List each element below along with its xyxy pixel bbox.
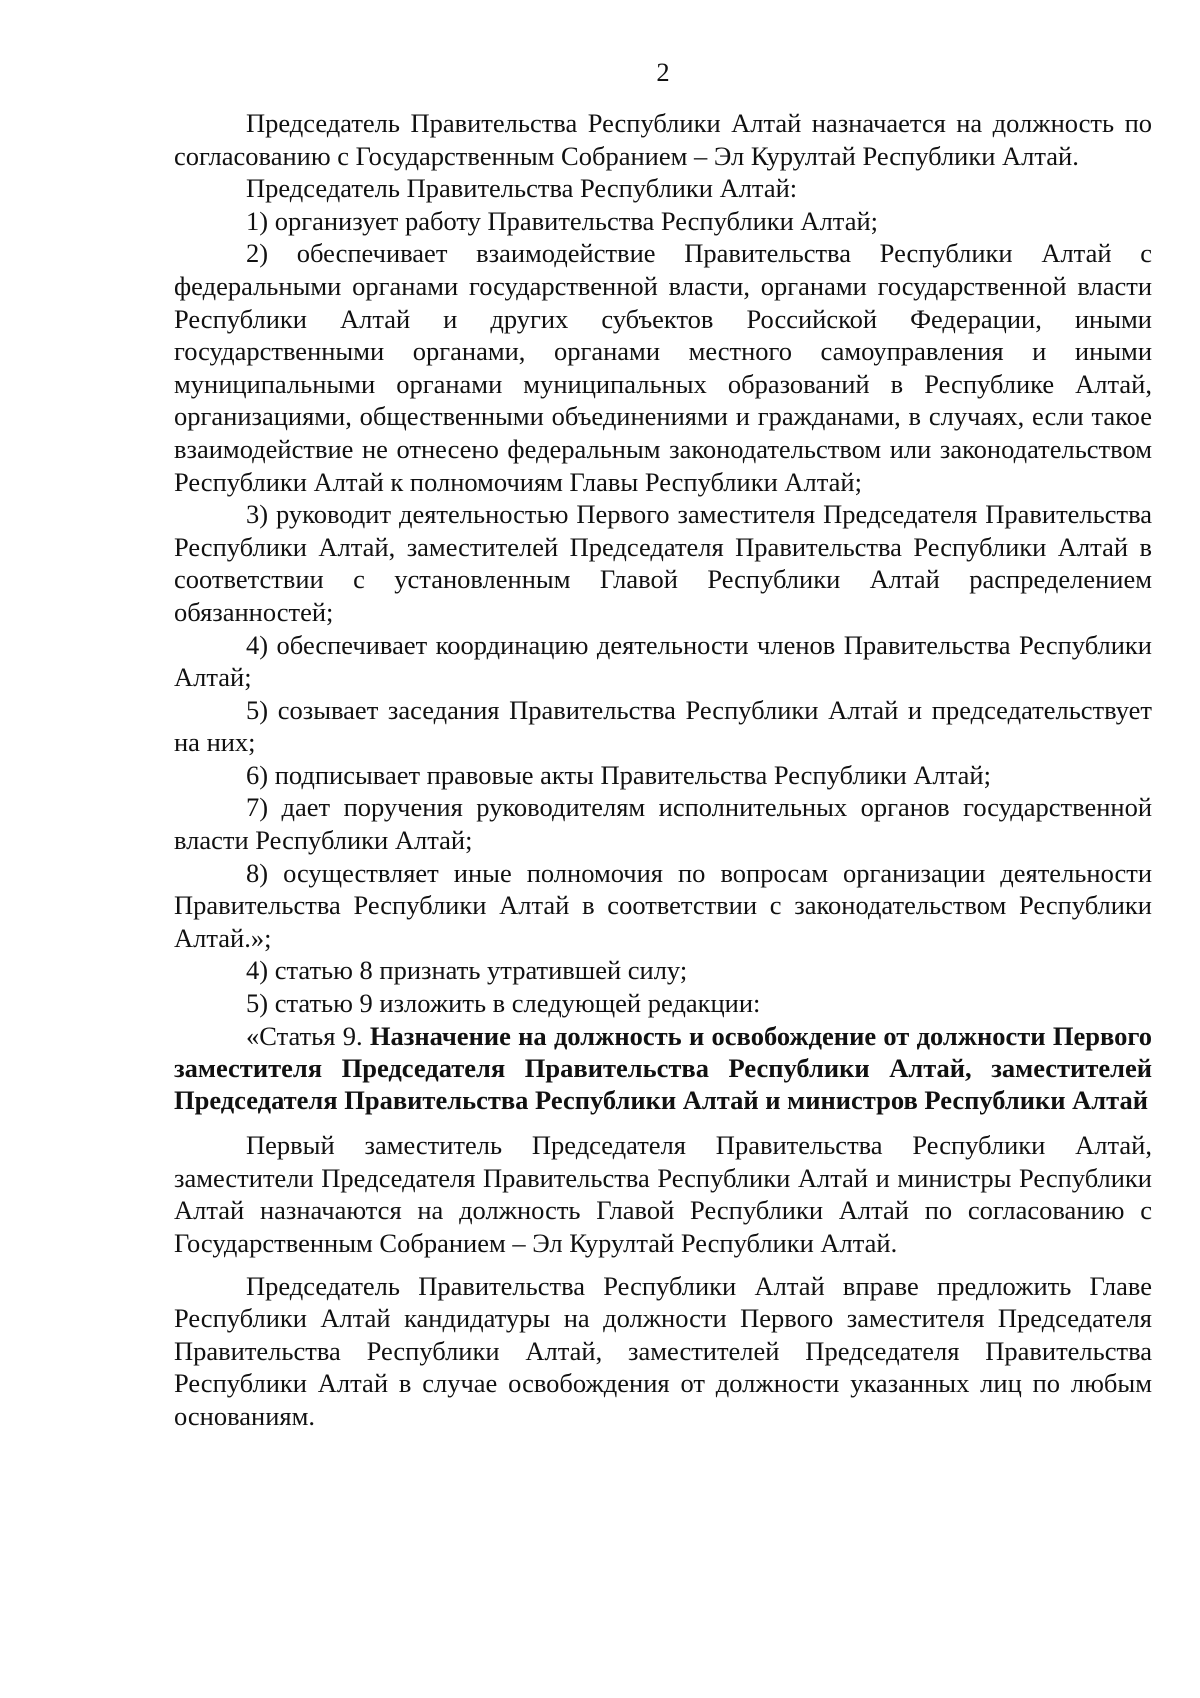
amendment-item-5: 5) статью 9 изложить в следующей редакции:	[246, 988, 761, 1019]
list-item-8: 8) осуществляет иные полномочия по вопросам организации деятельности Правительства Республики Алтай в соответствии с законодательством Республики Алтай.»;	[174, 857, 1152, 953]
list-item-4: 4) обеспечивает координацию деятельности членов Правительства Республики Алтай;	[174, 629, 1152, 693]
list-item-1: 1) организует работу Правительства Республики Алтай;	[246, 205, 879, 236]
article-paragraph-candidates: Председатель Правительства Республики Алтай вправе предложить Главе Республики Алтай кандидатуры на должности Первого заместителя Председателя Правительства Республики Алтай, заместителей Председателя Правительства Республики Алтай в случае освобождения от должности указанных лиц по любым основаниям.	[174, 1270, 1152, 1431]
article-paragraph-appointment: Первый заместитель Председателя Правительства Республики Алтай, заместители Председателя Правительства Республики Алтай и министры Республики Алтай назначаются на должность Главой Республики Алтай по согласованию с Государственным Собранием – Эл Курултай Республики Алтай.	[174, 1130, 1152, 1259]
list-item-6: 6) подписывает правовые акты Правительства Республики Алтай;	[246, 759, 991, 790]
amendment-item-4: 4) статью 8 признать утратившей силу;	[246, 955, 688, 986]
paragraph-chairman-appointment: Председатель Правительства Республики Алтай назначается на должность по согласованию с Государственным Собранием – Эл Курултай Республики Алтай.	[174, 108, 1152, 171]
article-title: Назначение на должность и освобождение от должности Первого заместителя Председателя Правительства Республики Алтай, заместителей Председателя Правительства Республики Алтай и министров Республики Алтай	[174, 1020, 1152, 1116]
list-item-3: 3) руководит деятельностью Первого заместителя Председателя Правительства Республики Алтай, заместителей Председателя Правительства Республики Алтай в соответствии с установленным Главой Республики Алтай распределением обязанностей;	[174, 499, 1152, 627]
list-item-2: 2) обеспечивает взаимодействие Правительства Республики Алтай с федеральными органами государственной власти, органами государственной власти Республики Алтай и других субъектов Российской Федерации, иными государственными органами, органами местного самоуправления и иными муниципальными органами муниципальных образований в Республике Алтай, организациями, общественными объединениями и гражданами, в случаях, если такое взаимодействие не отнесено федеральным законодательством или законодательством Республики Алтай к полномочиям Главы Республики Алтай;	[174, 238, 1152, 497]
page-number: 2	[656, 57, 670, 87]
list-item-5: 5) созывает заседания Правительства Республики Алтай и председательствует на них;	[174, 694, 1152, 758]
article-heading	[174, 1020, 1152, 1117]
list-item-7: 7) дает поручения руководителям исполнительных органов государственной власти Республики Алтай;	[174, 792, 1152, 856]
article-prefix: «Статья 9.	[246, 1020, 370, 1051]
paragraph-chairman-powers-intro: Председатель Правительства Республики Алтай:	[246, 173, 798, 204]
document-page	[174, 56, 1152, 1433]
